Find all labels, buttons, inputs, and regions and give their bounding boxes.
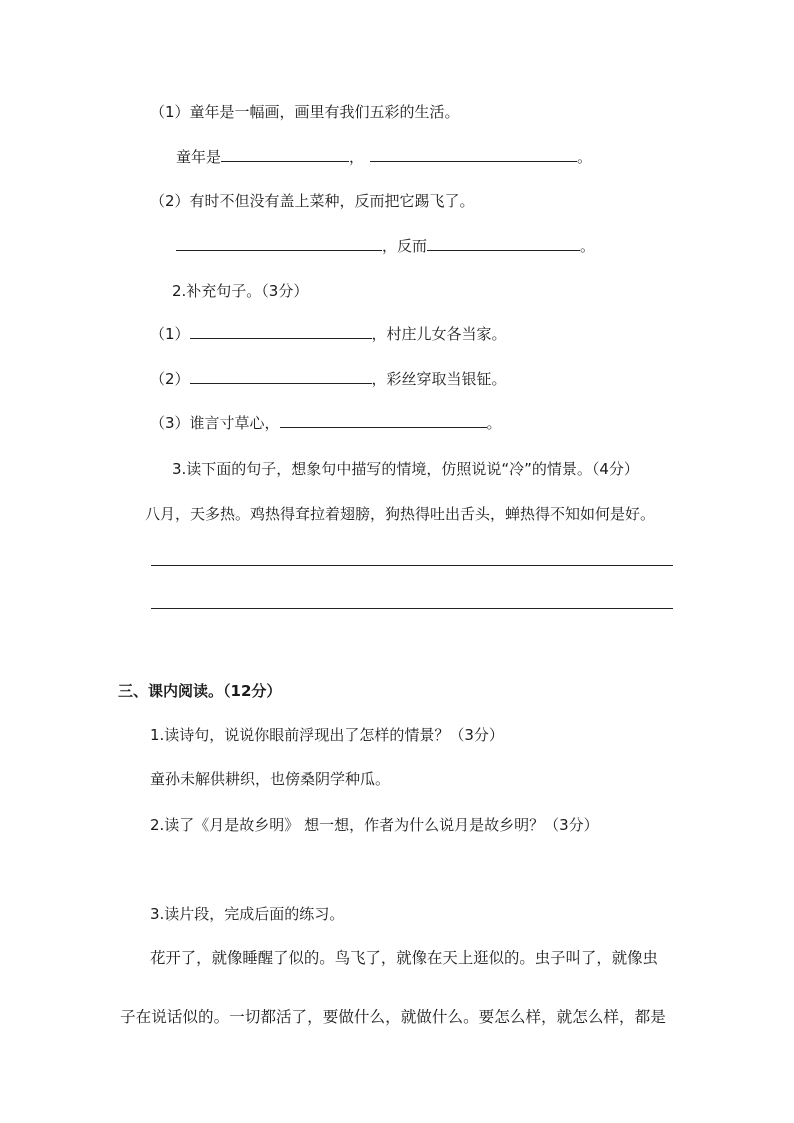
s3-q3-title: 3.读片段，完成后面的练习。 xyxy=(150,905,345,923)
answer-blank-2a[interactable] xyxy=(176,236,382,251)
sentence-1: （1）童年是一幅画，画里有我们五彩的生活。 xyxy=(150,103,460,121)
fill-2-end: 。 xyxy=(580,237,596,255)
q2-title: 2.补充句子。（3分） xyxy=(172,282,309,300)
answer-line-2[interactable] xyxy=(151,608,673,609)
fill-line-2 xyxy=(176,236,595,256)
q2-item-3-end: 。 xyxy=(486,414,502,432)
s3-q2-title: 2.读了《月是故乡明》 想一想，作者为什么说月是故乡明？（3分） xyxy=(150,816,599,834)
answer-blank-3[interactable] xyxy=(190,324,372,339)
fill-2-mid: ，反而 xyxy=(382,237,428,255)
answer-blank-5[interactable] xyxy=(280,413,487,428)
passage-line-2: 子在说话似的。一切都活了，要做什么，就做什么。要怎么样，就怎么样，都是 xyxy=(120,1008,666,1026)
poem-line: 童孙未解供耕织，也傍桑阴学种瓜。 xyxy=(150,770,391,788)
q3-title: 3.读下面的句子，想象句中描写的情境，仿照说说“冷”的情景。（4分） xyxy=(172,460,639,478)
s3-q1-title: 1.读诗句，说说你眼前浮现出了怎样的情景？（3分） xyxy=(150,726,504,744)
q2-item-3 xyxy=(150,413,502,433)
fill-line-1 xyxy=(176,147,592,167)
passage-line-1: 花开了，就像睡醒了似的。鸟飞了，就像在天上逛似的。虫子叫了，就像虫 xyxy=(150,949,658,967)
answer-blank-1b[interactable] xyxy=(370,147,577,162)
sentence-2: （2）有时不但没有盖上菜种，反而把它踢飞了。 xyxy=(150,192,475,210)
answer-blank-2b[interactable] xyxy=(427,236,580,251)
answer-blank-1a[interactable] xyxy=(221,147,349,162)
q2-item-2-label: （2） xyxy=(150,370,190,388)
q3-passage: 八月，天多热。鸡热得耷拉着翅膀，狗热得吐出舌头，蝉热得不知如何是好。 xyxy=(145,505,656,523)
answer-blank-4[interactable] xyxy=(190,369,372,384)
q2-item-3-prefix: （3）谁言寸草心， xyxy=(150,414,280,432)
q2-item-1-label: （1） xyxy=(150,325,190,343)
fill-1-end: 。 xyxy=(577,148,593,166)
q2-item-1-text: ，村庄儿女各当家。 xyxy=(371,325,507,343)
q2-item-1 xyxy=(150,324,507,344)
q2-item-2 xyxy=(150,369,507,389)
q2-item-2-text: ，彩丝穿取当银钲。 xyxy=(371,370,507,388)
answer-line-1[interactable] xyxy=(151,565,673,566)
fill-1-mid: ， xyxy=(349,148,365,166)
fill-1-prefix: 童年是 xyxy=(176,148,222,166)
section-3-heading: 三、课内阅读。（12分） xyxy=(118,682,282,700)
